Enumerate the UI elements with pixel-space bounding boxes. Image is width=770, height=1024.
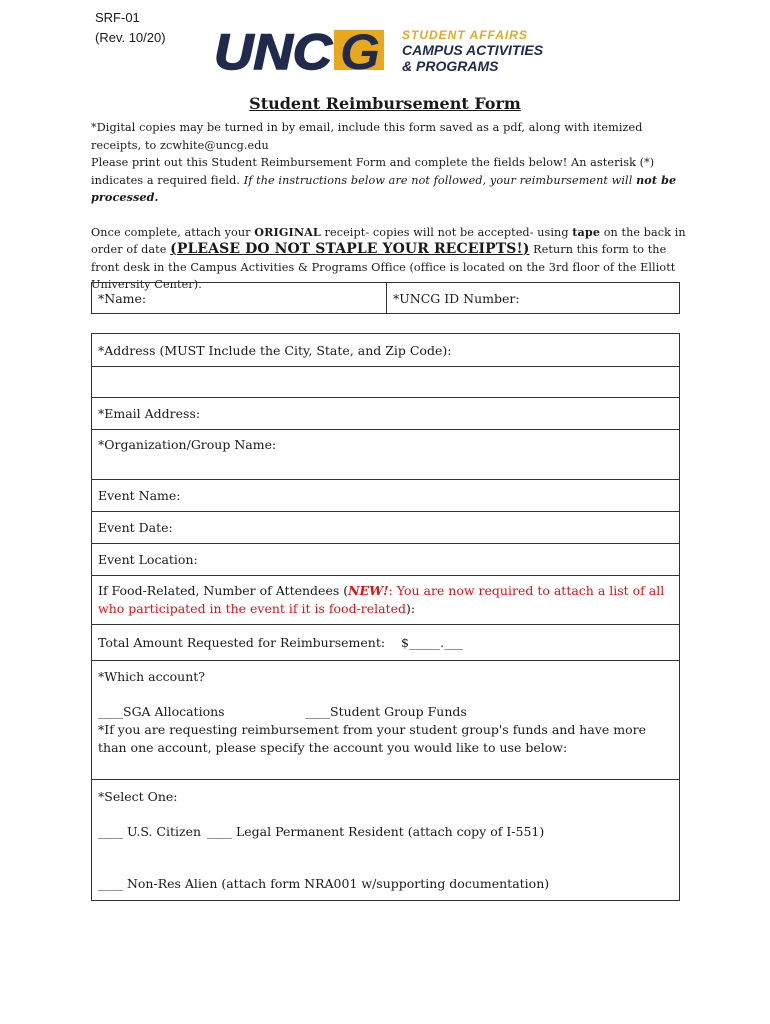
legal-resident-option[interactable]: ____ Legal Permanent Resident (attach copy of I-551) [207,824,545,839]
no-staple-warning: PLEASE DO NOT STAPLE YOUR RECEIPTS! [176,241,523,257]
form-revision: (Rev. 10/20) [95,30,166,45]
uncg-wordmark-logo [212,26,390,74]
logo-line-2: CAMPUS ACTIVITIES [402,42,544,58]
event-date-field[interactable]: Event Date: [92,512,680,544]
residency-section [92,780,680,901]
instructions-digital: *Digital copies may be turned in by email, include this form saved as a pdf, along with itemized receipts, to zcwhite@uncg.edu [91,121,643,152]
total-amount-blank[interactable]: $_____.___ [400,635,463,650]
email-field[interactable]: *Email Address: [92,398,680,430]
instructions [91,119,691,294]
details-table [91,333,680,901]
address-field[interactable]: *Address (MUST Include the City, State, and Zip Code): [92,334,680,367]
total-amount-field[interactable]: Total Amount Requested for Reimbursement: $_____.___ [92,625,680,661]
sga-allocations-option[interactable]: ____SGA Allocations [98,704,225,719]
account-section [92,661,680,780]
non-res-alien-option[interactable]: ____ Non-Res Alien (attach form NRA001 w/supporting documentation) [98,876,550,891]
form-code: SRF-01 [95,10,140,25]
uncg-logo [212,26,577,78]
organization-field[interactable]: *Organization/Group Name: [92,430,680,480]
food-attendees-field[interactable]: If Food-Related, Number of Attendees (NEW!: You are now required to attach a list of all who participated in the event if it is food-related): [92,576,680,625]
logo-line-1: STUDENT AFFAIRS [402,28,528,42]
account-note: *If you are requesting reimbursement from your student group's funds and have more than one account, please specify the account you would like to use below: [98,722,646,755]
student-group-funds-option[interactable]: ____Student Group Funds [305,704,467,719]
uncg-id-field[interactable]: *UNCG ID Number: [387,283,680,314]
logo-department-text [402,28,543,74]
svg-text:UNC: UNC [214,26,333,74]
address-line-field[interactable] [92,367,680,398]
svg-text:G: G [340,26,380,74]
logo-line-3: & PROGRAMS [402,58,499,74]
account-label: *Which account? [98,669,205,684]
instructions-print: Please print out this Student Reimbursement Form and complete the fields below! An asterisk (*) indicates a required field. If the instructions below are not followed, your reimbursement will not be processed. [91,156,677,204]
name-field[interactable]: *Name: [92,283,387,314]
event-location-field[interactable]: Event Location: [92,544,680,576]
instructions-attach: Once complete, attach your ORIGINAL receipt- copies will not be accepted- using tape on the back in order of date (PLEASE DO NOT STAPLE YOUR RECEIPTS!) Return this form to the front desk in the Campus Activities & Programs Office (office is located on the 3rd floor of the Elliott University Center). [91,224,686,291]
form-header [95,8,166,48]
page-title: Student Reimbursement Form [249,94,521,113]
name-id-table [91,282,680,314]
select-one-label: *Select One: [98,789,178,804]
us-citizen-option[interactable]: ____ U.S. Citizen [98,824,202,839]
event-name-field[interactable]: Event Name: [92,480,680,512]
